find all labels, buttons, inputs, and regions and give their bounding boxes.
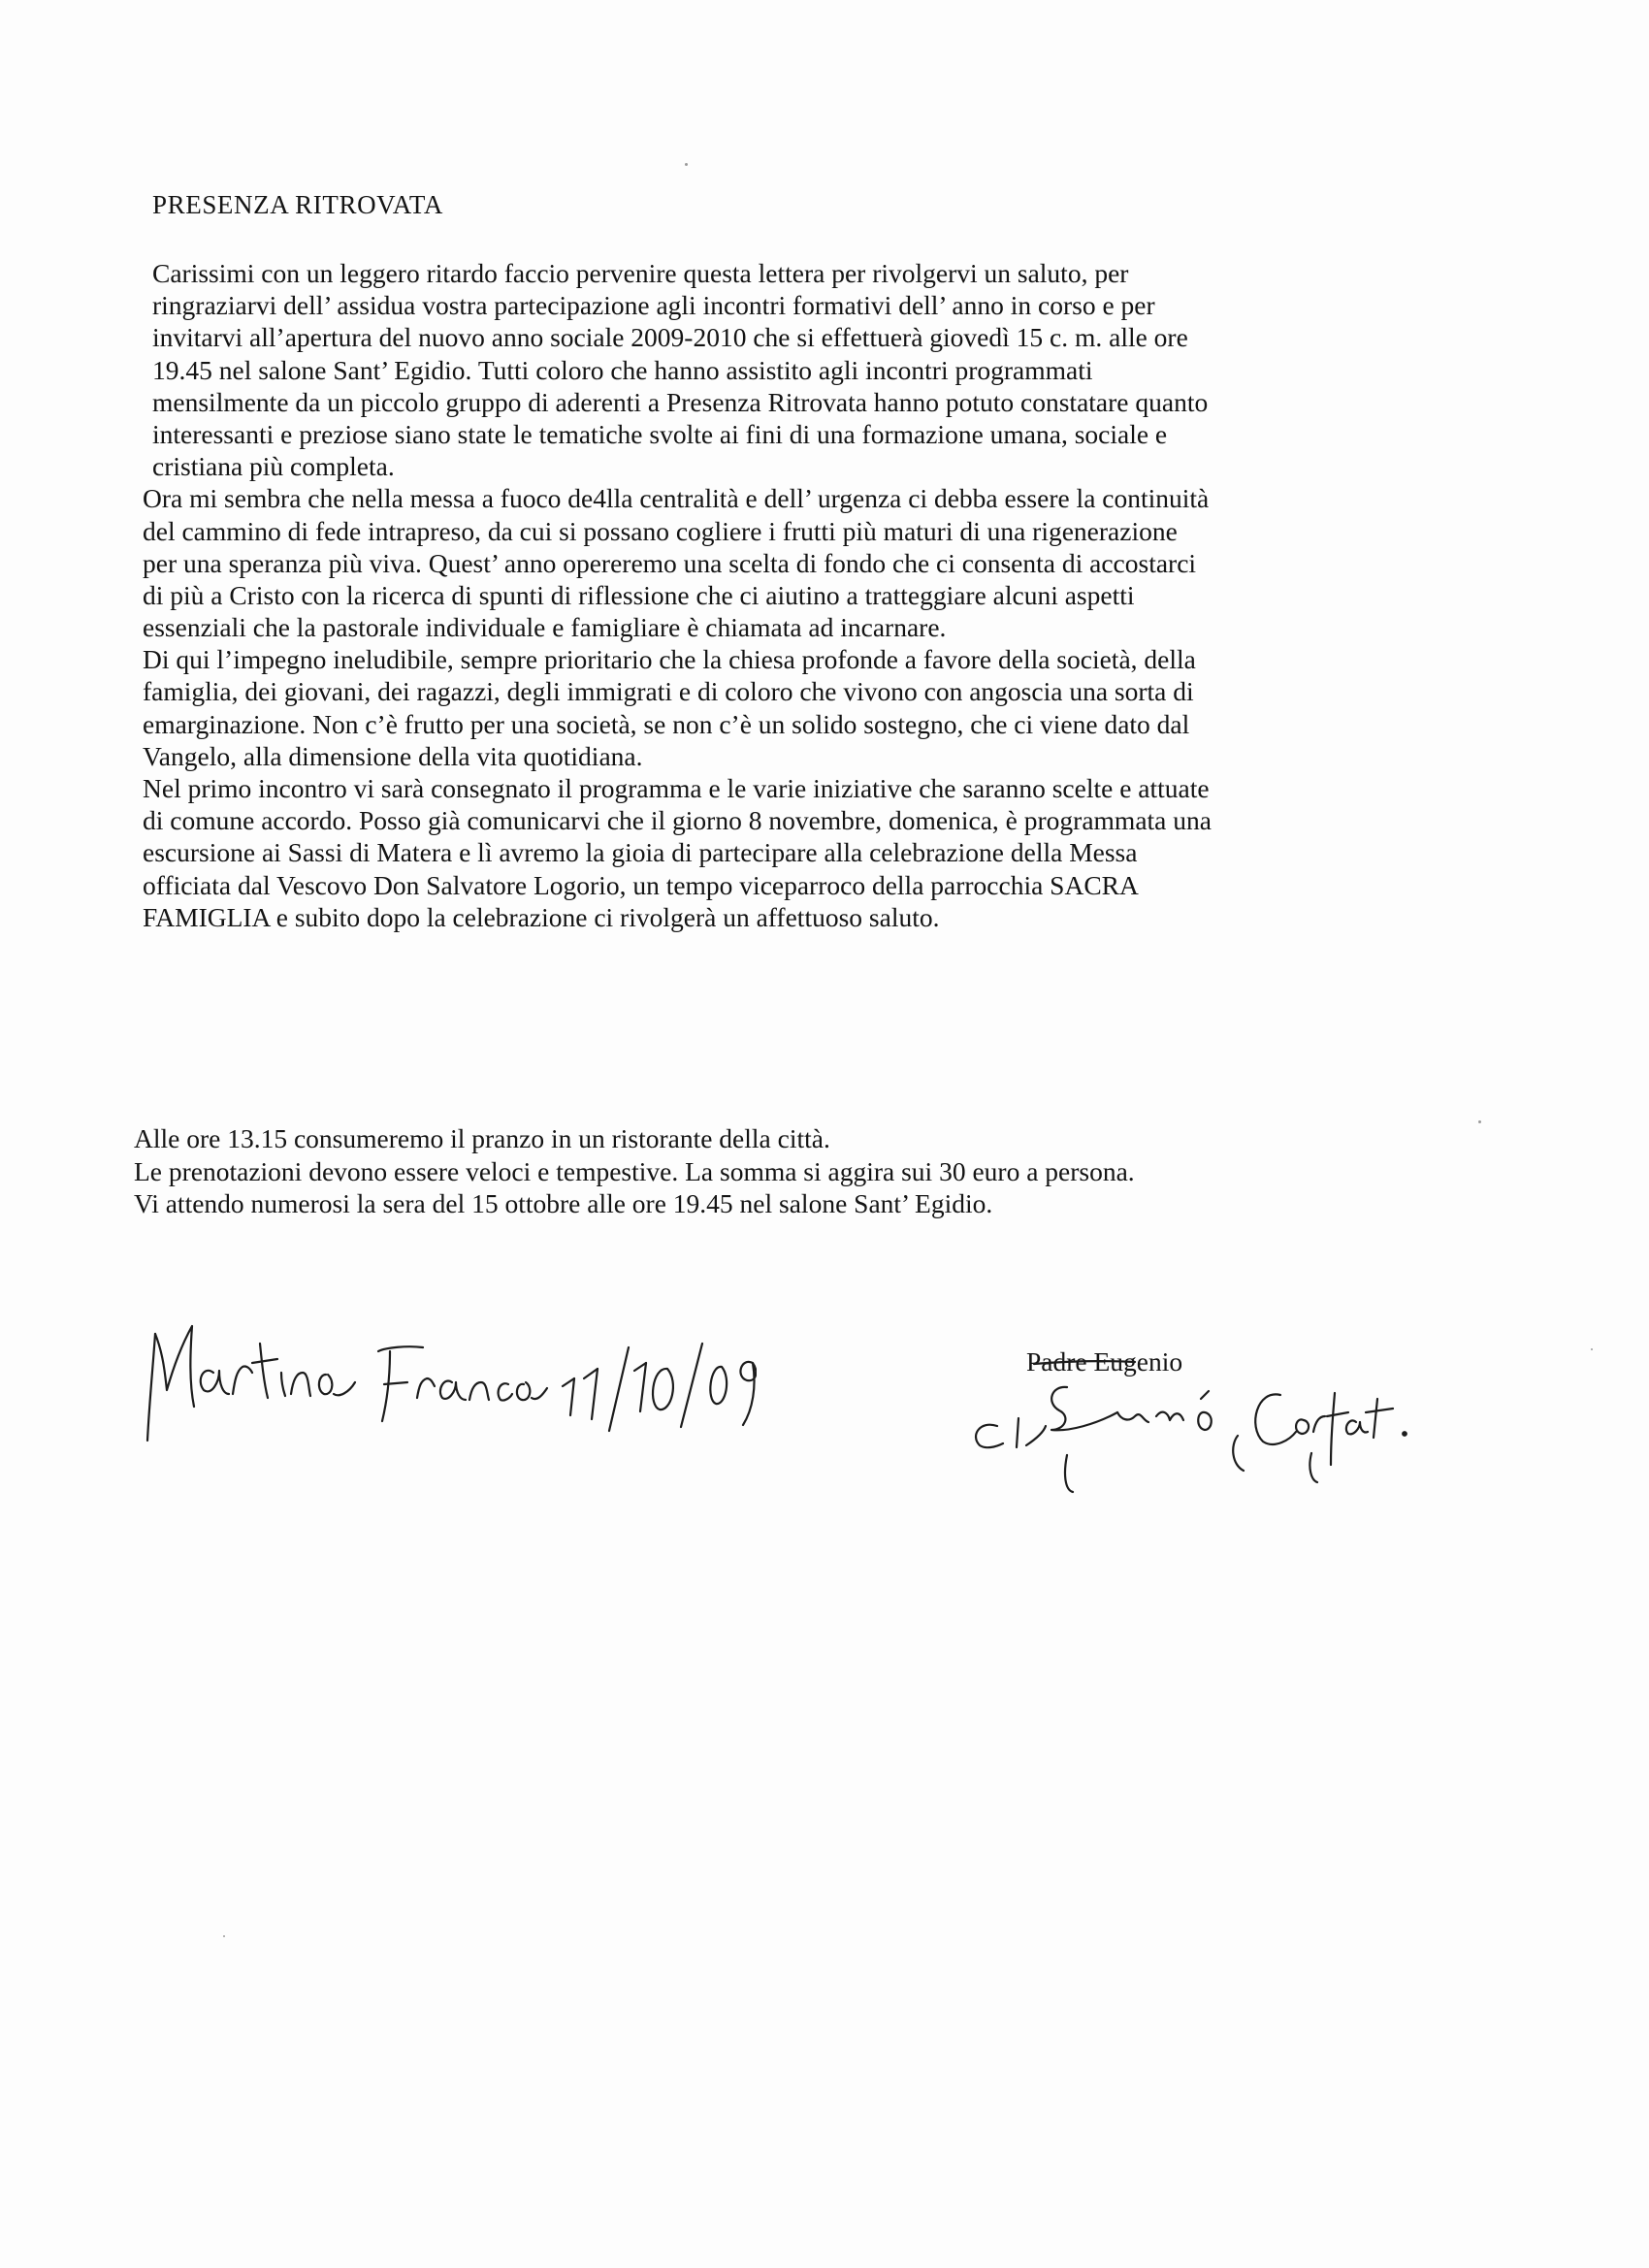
body-line: interessanti e preziose siano state le tematiche svolte ai fini di una formazione umana, sociale e (152, 418, 1168, 449)
body-line: Vangelo, alla dimensione della vita quotidiana. (143, 740, 643, 771)
body-line: di più a Cristo con la ricerca di spunti di riflessione che ci aiutino a tratteggiare alcuni aspetti (143, 579, 1135, 610)
handwritten-note (136, 1305, 757, 1450)
scan-speck (1591, 1348, 1593, 1350)
body-line: mensilmente da un piccolo gruppo di aderenti a Presenza Ritrovata hanno potuto constatare quanto (152, 386, 1209, 417)
scan-speck (223, 1935, 225, 1937)
signatory-name: Padre Eugenio (1026, 1346, 1183, 1377)
body-line: famiglia, dei giovani, dei ragazzi, degli immigrati e di coloro che vivono con angoscia una sorta di (143, 676, 1194, 707)
closing-line: Vi attendo numerosi la sera del 15 ottobre alle ore 19.45 nel salone Sant’ Egidio. (134, 1188, 993, 1218)
body-line: ringraziarvi dell’ assidua vostra partecipazione agli incontri formativi dell’ anno in corso e per (152, 290, 1155, 321)
body-line: invitarvi all’apertura del nuovo anno sociale 2009-2010 che si effettuerà giovedì 15 c. m. alle ore (152, 322, 1188, 353)
body-line: Nel primo incontro vi sarà consegnato il programma e le varie iniziative che saranno scelte e attuate (143, 773, 1210, 803)
letter-title: PRESENZA RITROVATA (152, 190, 443, 219)
letter-closing (134, 1122, 1492, 1220)
letter-body (143, 257, 1501, 933)
body-line: escursione ai Sassi di Matera e lì avremo la gioia di partecipare alla celebrazione della Messa (143, 837, 1138, 868)
body-line: cristiana più completa. (152, 451, 395, 482)
body-line: Di qui l’impegno ineludibile, sempre prioritario che la chiesa profonde a favore della società, della (143, 644, 1196, 675)
body-line: essenziali che la pastorale individuale e famigliare è chiamata ad incarnare. (143, 612, 947, 643)
body-line: Ora mi sembra che nella messa a fuoco de4lla centralità e dell’ urgenza ci debba essere la continuità (143, 483, 1210, 514)
closing-line: Le prenotazioni devono essere veloci e tempestive. La somma si aggira sui 30 euro a persona. (134, 1155, 1135, 1186)
body-line: officiata dal Vescovo Don Salvatore Logorio, un tempo viceparroco della parrocchia SACRA (143, 869, 1139, 900)
body-line: 19.45 nel salone Sant’ Egidio. Tutti coloro che hanno assistito agli incontri programmati (152, 354, 1093, 385)
body-line: FAMIGLIA e subito dopo la celebrazione ci rivolgerà un affettuoso saluto. (143, 901, 940, 932)
handwritten-signature (951, 1319, 1416, 1494)
body-line: per una speranza più viva. Quest’ anno opereremo una scelta di fondo che ci consenta di accostarci (143, 547, 1197, 578)
closing-line: Alle ore 13.15 consumeremo il pranzo in un ristorante della città. (134, 1123, 830, 1153)
body-line: Carissimi con un leggero ritardo faccio pervenire questa lettera per rivolgervi un saluto, per (152, 258, 1129, 288)
body-line: di comune accordo. Posso già comunicarvi che il giorno 8 novembre, domenica, è programmata una (143, 805, 1212, 836)
body-line: emarginazione. Non c’è frutto per una società, se non c’è un solido sostegno, che ci viene dato dal (143, 708, 1190, 739)
scan-speck (685, 163, 688, 166)
body-line: del cammino di fede intrapreso, da cui si possano cogliere i frutti più maturi di una rigenerazione (143, 515, 1178, 546)
